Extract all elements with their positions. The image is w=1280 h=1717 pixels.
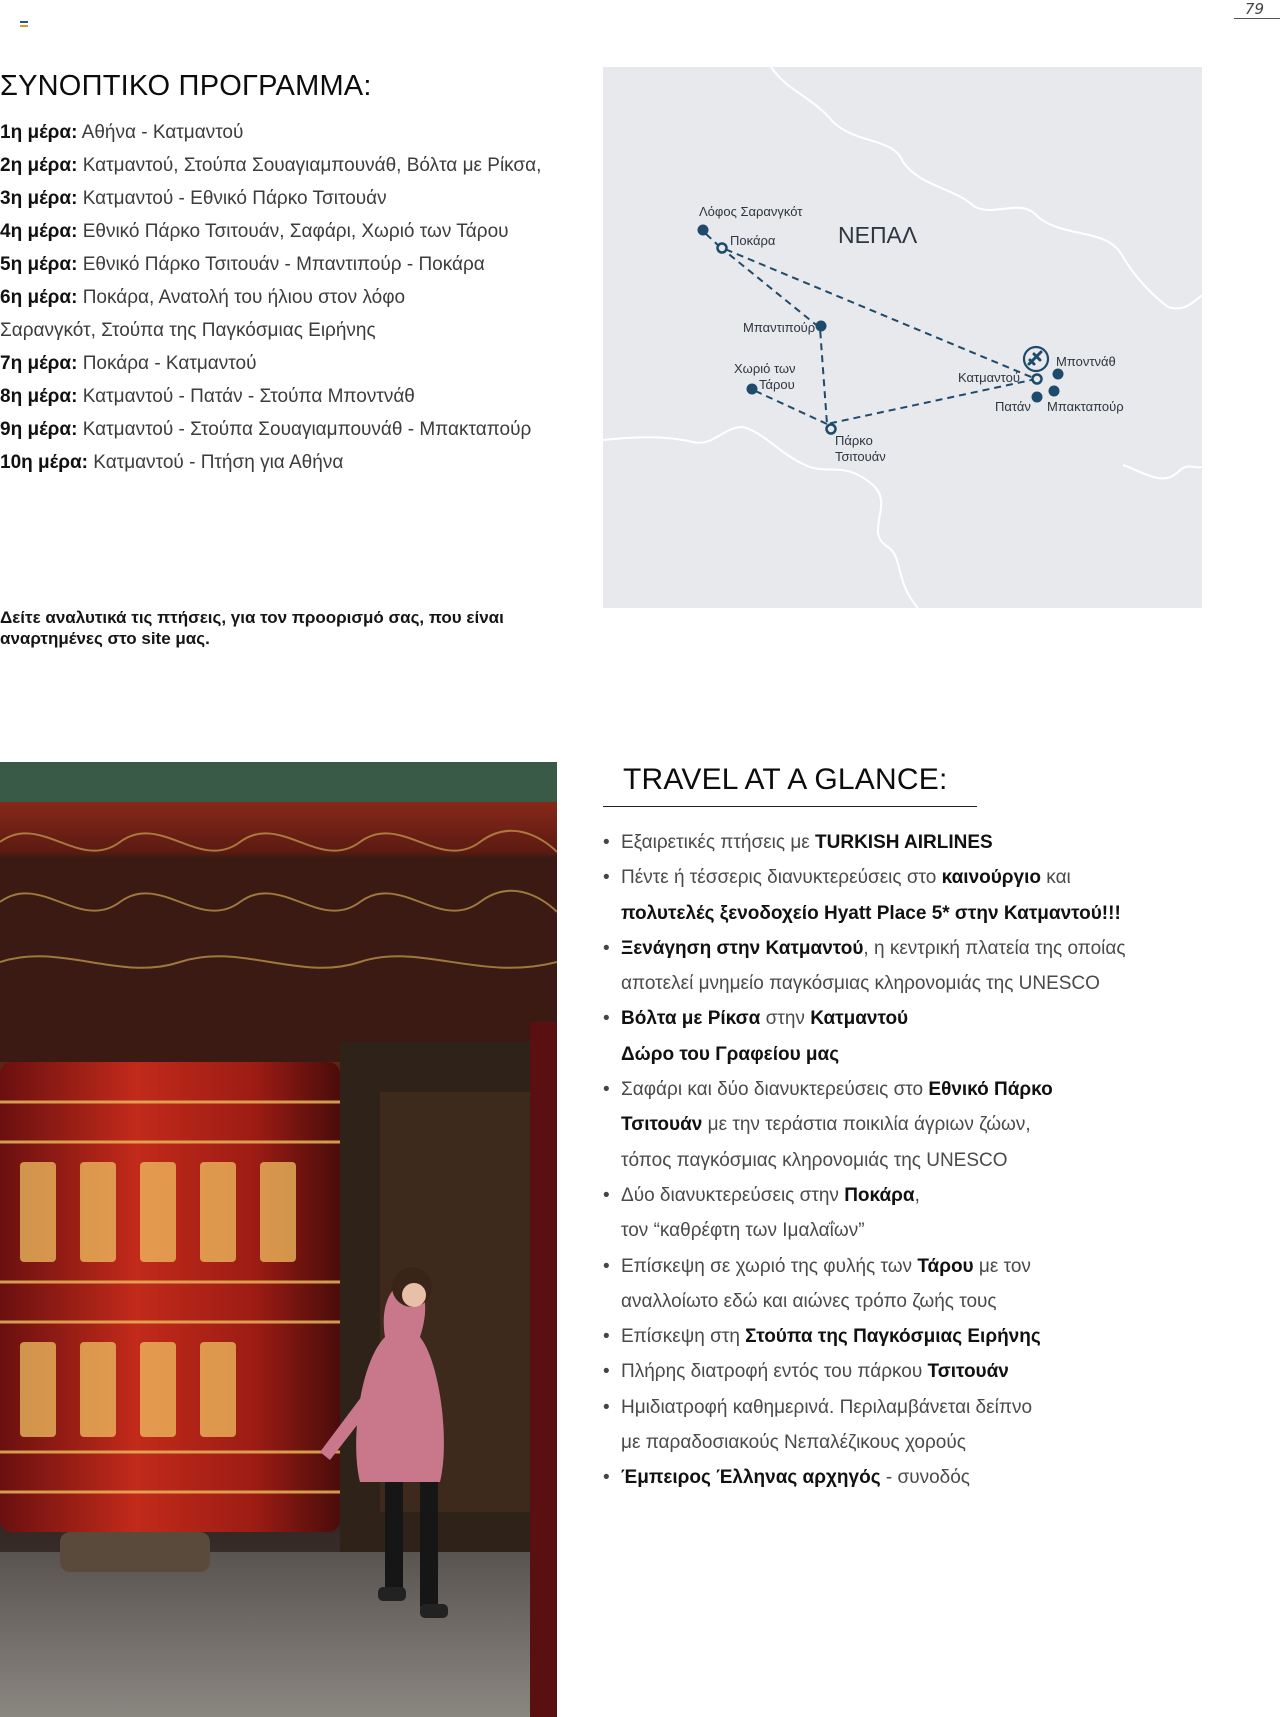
- map-label-bandipur: Μπαντιπούρ: [743, 320, 816, 335]
- glance-item-line: [621, 825, 1263, 860]
- glance-item-line: [621, 1143, 1263, 1178]
- glance-highlight: Τσιτουάν: [621, 1114, 703, 1136]
- map-label-chitwan-1: Πάρκο: [835, 433, 873, 448]
- glance-text: Πλήρης διατροφή εντός του πάρκου: [621, 1361, 928, 1383]
- page-number: 79: [1244, 0, 1264, 18]
- glance-item: [603, 1354, 1263, 1389]
- glance-text: τον “καθρέφτη των Ιμαλαΐων”: [621, 1220, 865, 1242]
- itinerary-day: [0, 347, 590, 380]
- map-label-chitwan-2: Τσιτουάν: [835, 449, 886, 464]
- page-number-rule: [1234, 18, 1280, 19]
- map-label-bhaktapur: Μπακταπούρ: [1047, 399, 1124, 414]
- glance-item-line: [621, 931, 1263, 966]
- itinerary-day-text: Κατμαντού - Πτήση για Αθήνα: [93, 452, 344, 473]
- prayer-wheel-photo: [0, 762, 557, 1717]
- glance-text: και: [1041, 867, 1071, 889]
- bullet-icon: •: [603, 1326, 610, 1348]
- itinerary-day-text: Εθνικό Πάρκο Τσιτουάν - Μπαντιπούρ - Πoκάρα: [82, 254, 485, 275]
- glance-highlight: Στούπα της Παγκόσμιας Ειρήνης: [745, 1326, 1041, 1348]
- bullet-icon: •: [603, 1008, 610, 1030]
- itinerary-day-text: Κατμαντού - Πατάν - Στούπα Μποντνάθ: [82, 386, 415, 407]
- itinerary-day: [0, 149, 590, 182]
- photo-right-pillar: [530, 1022, 557, 1717]
- glance-text: αποτελεί μνημείο παγκόσμιας κληρονομιάς της UNESCO: [621, 973, 1100, 995]
- itinerary-day-label: 1η μέρα:: [0, 122, 78, 143]
- glance-title-rule: [603, 806, 977, 807]
- itinerary-day: [0, 215, 590, 248]
- itinerary-day-text: Κατμαντού, Στούπα Σουαγιαμπουνάθ, Βόλτα με Ρίκσα,: [82, 155, 542, 176]
- map-dot-sarangkot: [698, 225, 709, 236]
- map-dot-kathmandu: [1033, 375, 1042, 384]
- glance-highlight: Κατμαντού: [810, 1008, 909, 1030]
- itinerary-day-label: 6η μέρα:: [0, 287, 78, 308]
- glance-text: στην: [760, 1008, 811, 1030]
- glance-highlight: Τάρου: [917, 1255, 974, 1277]
- glance-text: - συνοδός: [880, 1467, 970, 1489]
- itinerary-day: [0, 182, 590, 215]
- itinerary-day: [0, 281, 590, 314]
- itinerary-day-label: 8η μέρα:: [0, 386, 78, 407]
- glance-item: [603, 1249, 1263, 1320]
- bullet-icon: •: [603, 1255, 610, 1277]
- flag-icon: [20, 21, 28, 27]
- glance-item-line: [621, 1460, 1263, 1495]
- glance-item: [603, 825, 1263, 860]
- glance-highlight: TURKISH AIRLINES: [815, 832, 993, 853]
- photo-floor: [0, 1552, 557, 1717]
- photo-top-border: [0, 762, 557, 802]
- glance-text: Εξαιρετικές πτήσεις με: [621, 832, 816, 853]
- bullet-icon: •: [603, 1361, 610, 1383]
- glance-text: τόπος παγκόσμιας κληρονομιάς της UNESCO: [621, 1149, 1008, 1171]
- itinerary-day-text: Κατμαντού - Στούπα Σουαγιαμπουνάθ - Μπακταπούρ: [82, 419, 532, 440]
- glance-title: TRAVEL AT A GLANCE:: [623, 763, 948, 796]
- program-title: ΣΥΝΟΠΤΙΚΟ ΠΡΟΓΡΑΜΜΑ:: [0, 70, 372, 102]
- glance-text: με την τεράστια ποικιλία άγριων ζώων,: [702, 1114, 1031, 1136]
- itinerary-day-label: 9η μέρα:: [0, 419, 78, 440]
- bullet-icon: •: [603, 1079, 610, 1101]
- itinerary-day: [0, 116, 590, 149]
- glance-highlight: Τσιτουάν: [927, 1361, 1009, 1383]
- map-title: ΝΕΠΑΛ: [838, 222, 918, 248]
- itinerary-day: [0, 446, 590, 479]
- itinerary-day-label: 2η μέρα:: [0, 155, 78, 176]
- glance-text: , η κεντρική πλατεία της οποίας: [863, 937, 1126, 959]
- glance-highlight: Βόλτα με Ρίκσα: [621, 1008, 761, 1030]
- map-dot-tharu: [747, 384, 758, 395]
- glance-highlight: καινούργιο: [941, 867, 1042, 889]
- bullet-icon: •: [603, 937, 610, 959]
- bullet-icon: •: [603, 832, 610, 853]
- glance-highlight: Ποκάρα: [844, 1184, 915, 1206]
- glance-highlight: Δώρο του Γραφείου μας: [621, 1043, 840, 1065]
- glance-item: [603, 931, 1263, 1002]
- glance-text: ,: [914, 1184, 920, 1206]
- itinerary-day-text: Κατμαντού - Εθνικό Πάρκο Τσιτουάν: [82, 188, 387, 209]
- glance-highlight: Εθνικό Πάρκο: [928, 1079, 1053, 1101]
- glance-item: [603, 860, 1263, 931]
- glance-item-line: [621, 1425, 1263, 1460]
- itinerary-day-text: Εθνικό Πάρκο Τσιτουάν, Σαφάρι, Χωριό των Τάρου: [82, 221, 509, 242]
- route-segment: [751, 389, 827, 424]
- itinerary-day: [0, 413, 590, 446]
- map-dot-bhaktapur: [1049, 386, 1060, 397]
- map-dot-boudhanath: [1053, 369, 1064, 380]
- itinerary-day-label: 5η μέρα:: [0, 254, 78, 275]
- glance-item-line: [621, 1001, 1263, 1036]
- bullet-icon: •: [603, 1184, 610, 1206]
- glance-text: Δύο διανυκτερεύσεις στην: [621, 1184, 845, 1206]
- glance-text: Πέντε ή τέσσερις διανυκτερεύσεις στο: [621, 867, 942, 889]
- glance-item-line: [621, 860, 1263, 895]
- glance-item-line: [621, 1319, 1263, 1354]
- glance-item: [603, 1178, 1263, 1249]
- itinerary-day: [0, 380, 590, 413]
- bullet-icon: •: [603, 1467, 610, 1489]
- map-dot-patan: [1032, 392, 1043, 403]
- glance-highlight: πολυτελές ξενοδοχείο Hyatt Place 5* στην Κατμαντού!!!: [621, 902, 1121, 924]
- itinerary-day-label: 7η μέρα:: [0, 353, 78, 374]
- route-map: [603, 67, 1202, 608]
- glance-item-line: [621, 1354, 1263, 1389]
- glance-item: [603, 1001, 1263, 1072]
- itinerary-day-text: Αθήνα - Κατμαντού: [81, 122, 244, 143]
- bullet-icon: •: [603, 1396, 610, 1418]
- map-dot-bandipur: [816, 321, 827, 332]
- glance-text: αναλλοίωτο εδώ και αιώνες τρόπο ζωής τους: [621, 1290, 997, 1312]
- glance-text: Επίσκεψη σε χωριό της φυλής των: [621, 1255, 918, 1277]
- photo-ceiling: [0, 762, 557, 1062]
- glance-item-line: [621, 1284, 1263, 1319]
- flights-note: Δείτε αναλυτικά τις πτήσεις, για τον προορισμό σας, που είναι αναρτημένες στο site μας.: [0, 608, 504, 648]
- glance-highlight: Ξενάγηση στην Κατμαντού: [621, 937, 864, 959]
- itinerary-day-text: Ποκάρα, Ανατολή του ήλιου στον λόφο: [82, 287, 406, 308]
- glance-text: με παραδοσιακούς Νεπαλέζικους χορούς: [621, 1432, 966, 1454]
- itinerary-day-continuation: Σαρανγκότ, Στούπα της Παγκόσμιας Ειρήνης: [0, 320, 376, 341]
- glance-highlight: Έμπειρος Έλληνας αρχηγός: [621, 1467, 881, 1489]
- glance-item-line: [621, 1107, 1263, 1142]
- border-line-east: [1123, 465, 1202, 478]
- map-label-tharu-1: Χωριό των: [734, 361, 796, 376]
- map-dot-pokhara: [718, 244, 727, 253]
- glance-item: [603, 1072, 1263, 1178]
- itinerary-day-text: Ποκάρα - Κατμαντού: [82, 353, 257, 374]
- glance-item-line: [621, 1390, 1263, 1425]
- glance-item: [603, 1319, 1263, 1354]
- itinerary-list: [0, 116, 590, 479]
- glance-item-line: [621, 966, 1263, 1001]
- glance-text: Επίσκεψη στη: [621, 1326, 746, 1348]
- map-label-boudhanath: Μποντνάθ: [1056, 354, 1116, 369]
- glance-item: [603, 1460, 1263, 1495]
- prayer-wheel-base: [60, 1532, 210, 1572]
- itinerary-day-label: 3η μέρα:: [0, 188, 78, 209]
- map-label-pokhara: Ποκάρα: [730, 233, 776, 248]
- glance-item-line: [621, 1178, 1263, 1213]
- prayer-wheel: [0, 1062, 340, 1532]
- bullet-icon: •: [603, 867, 610, 889]
- glance-text: Ημιδιατροφή καθημερινά. Περιλαμβάνεται δείπνο: [621, 1396, 1033, 1418]
- map-label-kathmandu: Κατμαντού: [958, 370, 1020, 385]
- itinerary-day-label: 10η μέρα:: [0, 452, 88, 473]
- airplane-icon: [1024, 347, 1048, 371]
- glance-item: [603, 1390, 1263, 1461]
- glance-text: με τον: [973, 1255, 1031, 1277]
- itinerary-day-label: 4η μέρα:: [0, 221, 78, 242]
- glance-item-line: [621, 1072, 1263, 1107]
- glance-item-line: [621, 1213, 1263, 1248]
- map-label-sarangkot: Λόφος Σαρανγκότ: [699, 204, 803, 219]
- map-label-tharu-2: Τάρου: [759, 377, 795, 392]
- glance-item-line: [621, 1249, 1263, 1284]
- itinerary-day: [0, 248, 590, 281]
- glance-item-line: [621, 1037, 1263, 1072]
- border-line-north: [771, 67, 1202, 308]
- glance-text: Σαφάρι και δύο διανυκτερεύσεις στο: [621, 1079, 929, 1101]
- glance-list: [603, 825, 1263, 1496]
- map-label-patan: Πατάν: [995, 399, 1031, 414]
- glance-item-line: [621, 896, 1263, 931]
